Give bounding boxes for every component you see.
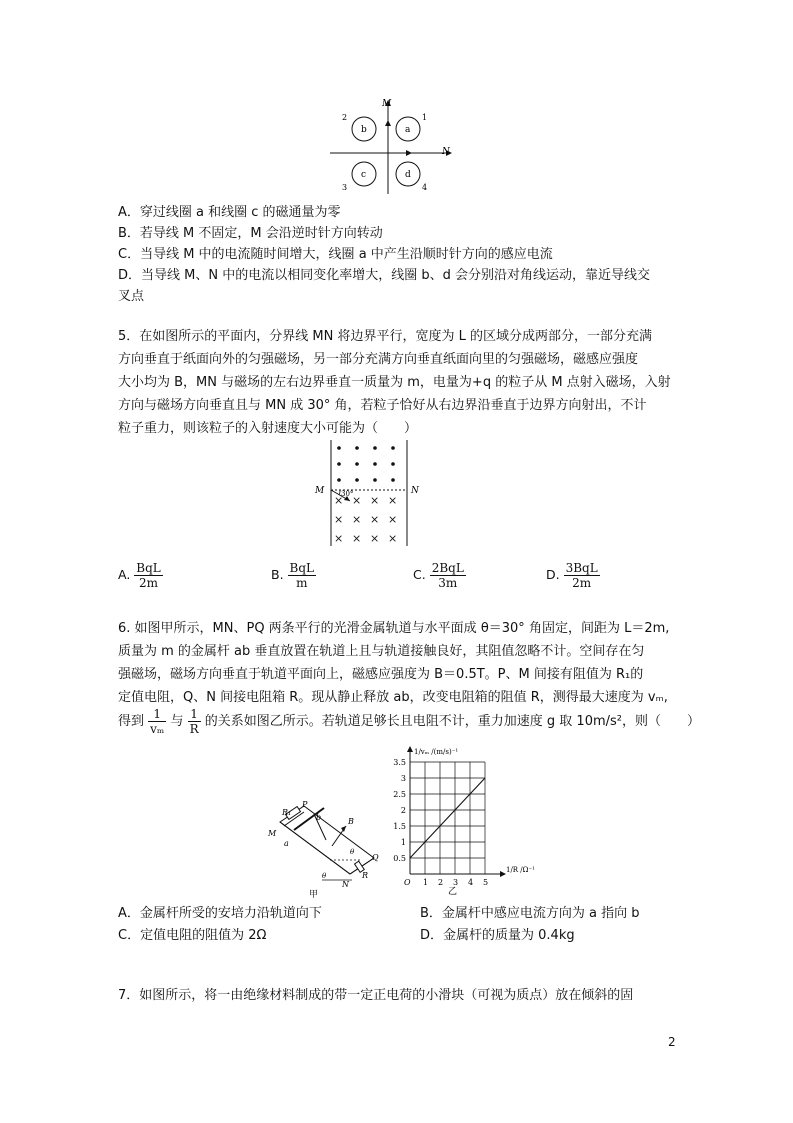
q5-option-numerator: 3BqL <box>565 561 598 575</box>
quadrant-label: 2 <box>342 113 348 122</box>
graph-yi-chart <box>378 744 548 900</box>
x-tick-label: 5 <box>483 878 489 887</box>
svg-text:×: × <box>334 532 344 545</box>
coil-label: a <box>405 125 411 135</box>
fig-jia-label: θ <box>350 848 355 856</box>
magnetic-field-figure <box>312 438 422 550</box>
q5-option-numerator: BqL <box>289 561 315 575</box>
svg-text:×: × <box>334 494 344 507</box>
fig-jia-label: B <box>348 817 354 826</box>
q6-stem-line: 质量为 m 的金属杆 ab 垂直放置在轨道上且与轨道接触良好，其阻值忽略不计。空间存在匀 <box>118 644 645 659</box>
y-tick-label: 2.5 <box>393 790 406 799</box>
chart-ylabel: 1/vₘ /(m/s)⁻¹ <box>414 748 459 756</box>
q6-frac1-num: 1 <box>148 707 166 722</box>
q4-option-d: D．当导线 M、N 中的电流以相同变化率增大，线圈 b、d 会分别沿对角线运动，靠近导线交 <box>118 268 650 283</box>
q6-text: 与 <box>170 714 184 729</box>
x-tick-label: 2 <box>438 878 444 887</box>
svg-text:×: × <box>352 494 362 507</box>
page-number: 2 <box>668 1035 676 1049</box>
fig-jia-label: R <box>362 871 369 880</box>
quadrant-label: 3 <box>342 183 348 192</box>
q5-option-c <box>413 561 466 590</box>
fig-jia-label: N <box>342 880 349 889</box>
q5-option-label: C. <box>413 567 426 582</box>
q5-option-denominator: m <box>296 576 308 590</box>
q6-text: 得到 <box>118 714 145 729</box>
svg-text:×: × <box>370 494 380 507</box>
chart-xlabel: 1/R /Ω⁻¹ <box>506 866 535 874</box>
fig-label-m: M <box>315 486 325 496</box>
q7-stem-line: 7．如图所示，将一由绝缘材料制成的带一定正电荷的小滑块（可视为质点）放在倾斜的固 <box>118 988 634 1003</box>
q5-option-label: B. <box>271 567 284 582</box>
y-tick-label: 3.5 <box>393 758 406 767</box>
x-tick-label: 3 <box>453 878 459 887</box>
fig-jia-caption: 甲 <box>309 890 319 900</box>
q5-option-denominator: 2m <box>139 576 159 590</box>
axis-n-label: N <box>442 147 450 157</box>
fig-label-angle: 30° <box>341 490 354 498</box>
q6-option-a: A．金属杆所受的安培力沿轨道向下 <box>118 906 322 921</box>
q6-stem-line: 定值电阻，Q、N 间接电阻箱 R。现从静止释放 ab，改变电阻箱的阻值 R，测得最大速度为 vₘ, <box>118 690 668 705</box>
q5-option-label: A. <box>118 567 131 582</box>
y-tick-label: 3 <box>400 774 406 783</box>
q5-option-d <box>546 561 600 590</box>
coil-quadrant-figure <box>328 96 458 196</box>
y-tick-label: 1.5 <box>393 822 406 831</box>
y-tick-label: 0.5 <box>393 854 406 863</box>
q6-option-b: B．金属杆中感应电流方向为 a 指向 b <box>420 906 640 921</box>
fig-jia-label: b <box>316 813 322 822</box>
q6-frac1-den: vₘ <box>150 722 165 736</box>
svg-text:×: × <box>370 513 380 526</box>
q5-option-numerator: BqL <box>136 561 161 575</box>
q5-option-a <box>118 561 163 590</box>
q5-stem-line: 粒子重力，则该粒子的入射速度大小可能为（ ） <box>118 421 418 436</box>
q4-option-c: C．当导线 M 中的电流随时间增大，线圈 a 中产生沿顺时针方向的感应电流 <box>118 247 553 262</box>
q6-frac2-den: R <box>189 722 199 736</box>
q5-option-denominator: 3m <box>438 576 458 590</box>
q5-stem-line: 5．在如图所示的平面内，分界线 MN 将边界平行，宽度为 L 的区域分成两部分，一部分充满 <box>118 329 652 344</box>
q5-option-numerator: 2BqL <box>431 561 464 575</box>
x-tick-label: 4 <box>468 878 474 887</box>
q4-option-b: B．若导线 M 不固定，M 会沿逆时针方向转动 <box>118 226 383 241</box>
fig-jia-label: M <box>268 829 277 838</box>
q5-stem-line: 大小均为 B，MN 与磁场的左右边界垂直一质量为 m，电量为+q 的粒子从 M 点射入磁场，入射 <box>118 375 671 390</box>
q5-stem-line: 方向垂直于纸面向外的匀强磁场，另一部分充满方向垂直纸面向里的匀强磁场，磁感应强度 <box>118 352 639 367</box>
coil-label: b <box>361 125 367 135</box>
q6-frac2-num: 1 <box>188 707 201 722</box>
q5-option-label: D. <box>546 567 560 582</box>
q5-option-b <box>271 561 316 590</box>
x-tick-label: O <box>404 878 411 887</box>
fig-jia-label: a <box>284 839 289 848</box>
q6-option-c: C．定值电阻的阻值为 2Ω <box>118 928 267 943</box>
q6-stem-last-line <box>118 706 700 738</box>
fig-jia-label: R₁ <box>282 808 292 817</box>
q4-option-d-cont: 叉点 <box>118 289 145 304</box>
svg-text:×: × <box>334 513 344 526</box>
inclined-rails-figure <box>262 800 392 900</box>
q6-stem-line: 6. 如图甲所示，MN、PQ 两条平行的光滑金属轨道与水平面成 θ＝30° 角固定，间距为 L＝2m, <box>118 621 670 636</box>
fig-jia-label: P <box>302 800 308 809</box>
q6-stem-line: 强磁场，磁场方向垂直于轨道平面向上，磁感应强度为 B＝0.5T。P、M 间接有阻值为 R₁的 <box>118 667 644 682</box>
coil-label: d <box>405 170 411 180</box>
svg-text:×: × <box>370 532 380 545</box>
svg-text:×: × <box>352 513 362 526</box>
quadrant-label: 1 <box>422 113 428 122</box>
q6-text: 的关系如图乙所示。若轨道足够长且电阻不计，重力加速度 g 取 10m/s²，则（ ） <box>204 714 701 729</box>
q4-option-a: A．穿过线圈 a 和线圈 c 的磁通量为零 <box>118 205 341 220</box>
coil-label: c <box>361 170 367 180</box>
x-tick-label: 1 <box>423 878 429 887</box>
q5-stem-line: 方向与磁场方向垂直且与 MN 成 30° 角，若粒子恰好从右边界沿垂直于边界方向射出，不计 <box>118 398 647 413</box>
chart-title: 乙 <box>448 887 458 897</box>
svg-text:×: × <box>388 494 398 507</box>
fig-jia-label: Q <box>372 853 379 862</box>
q6-option-d: D．金属杆的质量为 0.4kg <box>420 928 575 943</box>
q5-option-denominator: 2m <box>572 576 592 590</box>
svg-text:×: × <box>352 532 362 545</box>
fig-label-n: N <box>411 486 419 496</box>
y-tick-label: 1 <box>400 838 406 847</box>
svg-text:×: × <box>388 513 398 526</box>
series-line <box>410 778 485 858</box>
y-tick-label: 2 <box>400 806 406 815</box>
fig-jia-label: θ <box>322 872 327 880</box>
quadrant-label: 4 <box>422 183 428 192</box>
axis-m-label: M <box>382 99 392 109</box>
svg-text:×: × <box>388 532 398 545</box>
